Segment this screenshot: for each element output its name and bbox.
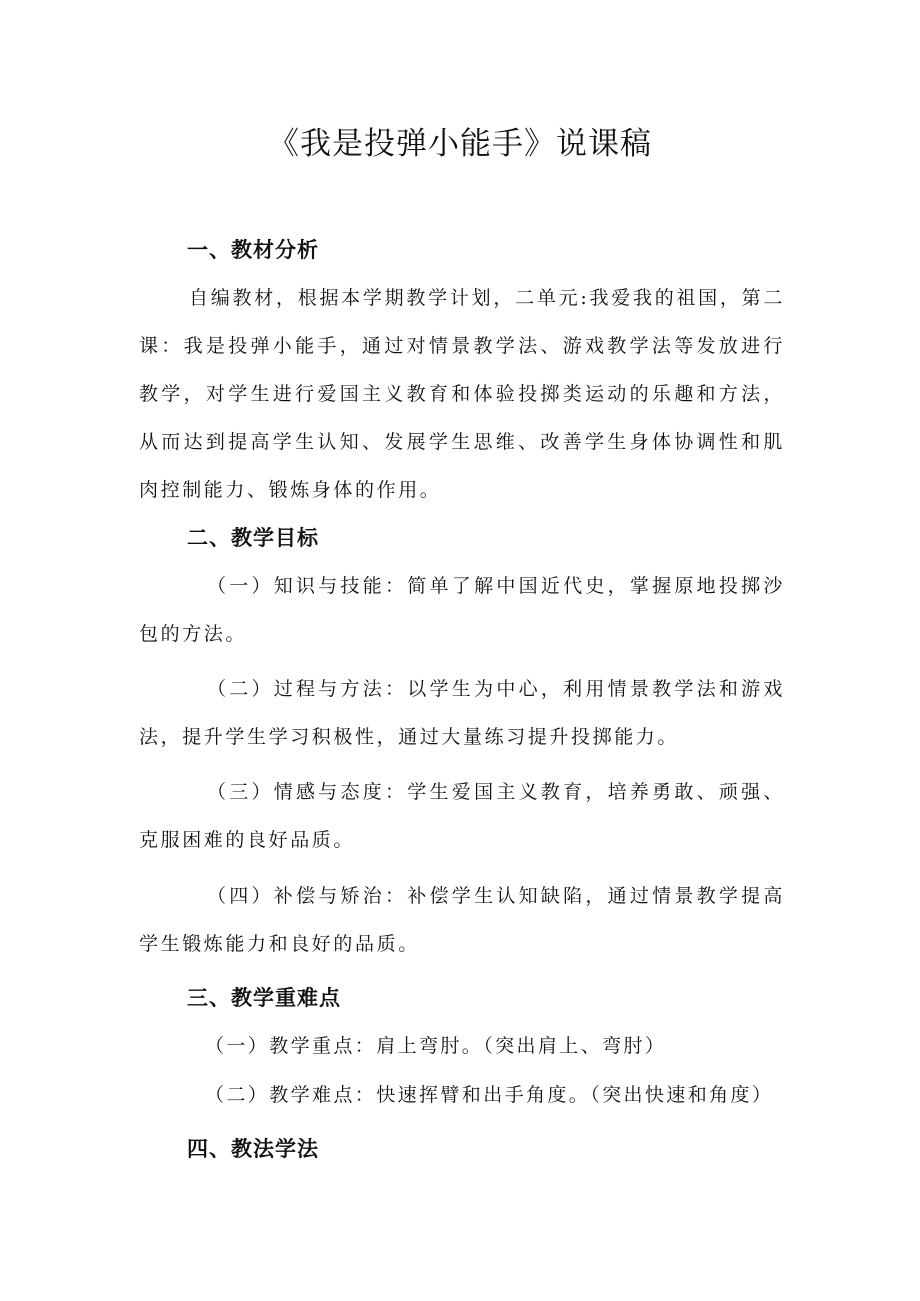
section-heading-materials: 一、教材分析 xyxy=(187,238,319,262)
paragraph-objective-compensation: （四）补偿与矫治：补偿学生认知缺陷，通过情景教学提高学生锻炼能力和良好的品质。 xyxy=(139,885,785,955)
paragraph-objective-knowledge: （一）知识与技能：简单了解中国近代史，掌握原地投掷沙包的方法。 xyxy=(139,575,785,645)
paragraph-objective-process: （二）过程与方法：以学生为中心，利用情景教学法和游戏法，提升学生学习积极性，通过大量练习提升投掷能力。 xyxy=(139,678,785,748)
section-heading-key-points: 三、教学重难点 xyxy=(187,986,341,1010)
paragraph-materials: 自编教材，根据本学期教学计划，二单元:我爱我的祖国，第二课：我是投弹小能手，通过对情景教学法、游戏教学法等发放进行教学，对学生进行爱国主义教育和体验投掷类运动的乐趣和方法，从而达到提高学生认知、发展学生思维、改善学生身体协调性和肌肉控制能力、锻炼身体的作用。 xyxy=(139,287,785,501)
line-difficult-point: （二）教学难点：快速挥臂和出手角度。（突出快速和角度） xyxy=(205,1084,774,1106)
section-heading-objectives: 二、教学目标 xyxy=(187,526,319,550)
line-key-point: （一）教学重点：肩上弯肘。（突出肩上、弯肘） xyxy=(205,1035,667,1057)
section-heading-methods: 四、教法学法 xyxy=(187,1137,319,1161)
paragraph-objective-emotion: （三）情感与态度：学生爱国主义教育，培养勇敢、顽强、克服困难的良好品质。 xyxy=(139,781,785,851)
document-title: 《我是投弹小能手》说课稿 xyxy=(268,126,652,162)
